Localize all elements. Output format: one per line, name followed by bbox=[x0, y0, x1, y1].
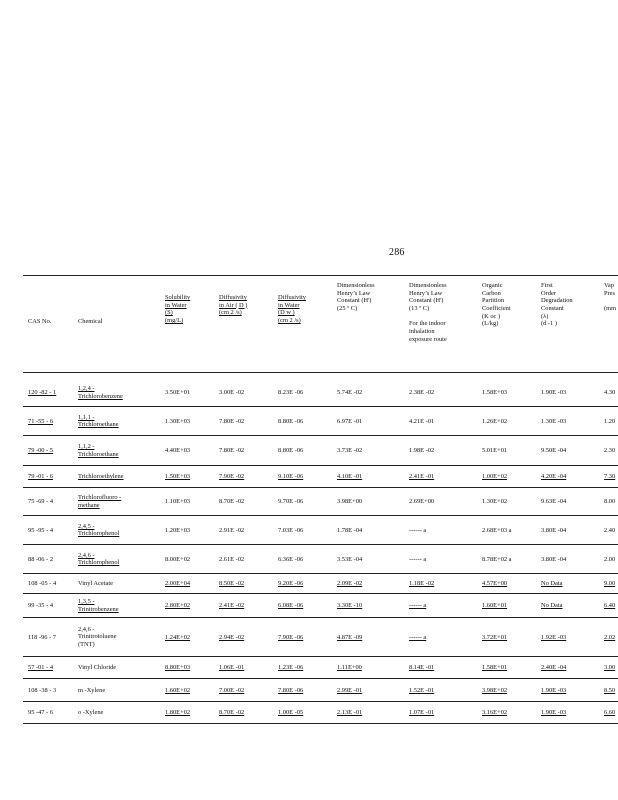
chemical-properties-table bbox=[23, 272, 618, 727]
cell-dwat: 1.23E -06 bbox=[278, 664, 304, 671]
cell-sol: 1.10E+03 bbox=[165, 498, 191, 505]
cell-sol: 1.50E+03 bbox=[165, 473, 191, 480]
cell-cas: 88 -06 - 2 bbox=[28, 555, 54, 563]
cell-h25: 2.99E -01 bbox=[337, 686, 363, 694]
cell-h13: ------ a bbox=[409, 602, 427, 609]
cell-cas: 120 -82 - 1 bbox=[28, 389, 57, 396]
cell-vap: 2.40 bbox=[604, 526, 616, 534]
cell-lam: 9.50E -04 bbox=[541, 447, 567, 454]
cell-dair: 8.70E -02 bbox=[219, 709, 245, 716]
cell-chemical: m -Xylene bbox=[78, 686, 106, 694]
cell-chemical: 2,4,5 - Trichlorophenol bbox=[78, 522, 120, 538]
cell-vap: 8.00 bbox=[604, 498, 616, 505]
cell-h13: 1.18E -02 bbox=[409, 580, 435, 587]
cell-h25: 3.30E -10 bbox=[337, 602, 363, 609]
cell-dwat: 7.03E -06 bbox=[278, 526, 304, 534]
header-diffusivity-water: Diffusivity in Water (D w ) (cm 2 /s) bbox=[278, 294, 306, 325]
header-chemical: Chemical bbox=[78, 318, 103, 325]
cell-lam: 1.30E -03 bbox=[541, 417, 567, 425]
cell-cas: 57 -01 - 4 bbox=[28, 664, 54, 671]
cell-h25: 5.74E -02 bbox=[337, 389, 363, 396]
cell-h25: 2.13E -01 bbox=[337, 709, 363, 716]
cell-chemical: Trichlorofluoro - methane bbox=[78, 494, 122, 509]
cell-h25: 4.10E -01 bbox=[337, 473, 363, 480]
cell-dair: 2.94E -02 bbox=[219, 633, 245, 641]
cell-lam: 4.20E -04 bbox=[541, 473, 567, 480]
cell-cas: 108 -05 - 4 bbox=[28, 580, 57, 587]
header-degradation: First Order Degradation Constant (λ) (d -1 ) bbox=[541, 282, 573, 328]
cell-h13: ------ a bbox=[409, 633, 427, 641]
cell-cas: 75 -69 - 4 bbox=[28, 498, 54, 505]
header-bottom-rule bbox=[23, 372, 618, 373]
header-vapor-pressure: Vap Pres (mm bbox=[604, 282, 617, 313]
cell-lam: 1.90E -03 bbox=[541, 686, 567, 694]
cell-h25: 1.11E+00 bbox=[337, 664, 362, 671]
page-number: 286 bbox=[389, 247, 405, 258]
cell-lam: 1.92E -03 bbox=[541, 633, 567, 641]
cell-chemical: 1,1,1 - Trichloroethane bbox=[78, 413, 119, 429]
cell-h13: 1.52E -01 bbox=[409, 686, 435, 694]
cell-chemical: Vinyl Chloride bbox=[78, 664, 117, 671]
cell-vap: 2.30 bbox=[604, 447, 616, 454]
cell-koc: 1.58E+03 bbox=[482, 389, 508, 396]
row-divider bbox=[23, 723, 618, 724]
cell-cas: 99 -35 - 4 bbox=[28, 602, 54, 609]
cell-h13: 2.38E -02 bbox=[409, 389, 435, 396]
cell-vap: 9.00 bbox=[604, 580, 616, 587]
cell-koc: 1.26E+02 bbox=[482, 417, 508, 425]
cell-lam: 1.90E -03 bbox=[541, 389, 567, 396]
cell-lam: 3.80E -04 bbox=[541, 555, 567, 563]
cell-h13: ------ a bbox=[409, 526, 427, 534]
cell-vap: 6.60 bbox=[604, 709, 616, 716]
cell-dair: 7.90E -02 bbox=[219, 473, 245, 480]
cell-dwat: 8.80E -06 bbox=[278, 447, 304, 454]
cell-cas: 79 -00 - 5 bbox=[28, 447, 54, 454]
cell-chemical: 2,4,6 - Trinitrotoluene (TNT) bbox=[78, 625, 117, 648]
cell-dair: 7.00E -02 bbox=[219, 686, 245, 694]
cell-h13: 8.14E -01 bbox=[409, 664, 435, 671]
header-henry-25c: Dimensionless Henry’s Law Constant (H') (25 º C) bbox=[337, 282, 375, 313]
cell-dwat: 6.36E -06 bbox=[278, 555, 304, 563]
cell-lam: 2.40E -04 bbox=[541, 664, 567, 671]
row-divider bbox=[23, 544, 618, 545]
cell-koc: 1.58E+01 bbox=[482, 664, 508, 671]
cell-koc: 5.01E+01 bbox=[482, 447, 508, 454]
cell-vap: 4.30 bbox=[604, 389, 616, 396]
cell-sol: 8.80E+03 bbox=[165, 664, 191, 671]
cell-sol: 1.20E+03 bbox=[165, 526, 191, 534]
cell-h13: 4.21E -01 bbox=[409, 417, 435, 425]
cell-koc: 1.30E+02 bbox=[482, 498, 508, 505]
table-top-rule bbox=[23, 275, 618, 276]
header-henry-13c: Dimensionless Henry’s Law Constant (H') (13 º C) For the indoor inhalation exposure route bbox=[409, 282, 447, 343]
cell-koc: 2.68E+03 a bbox=[482, 526, 512, 534]
cell-dair: 7.80E -02 bbox=[219, 417, 245, 425]
cell-lam: No Data bbox=[541, 602, 563, 609]
cell-chemical: Vinyl Acetate bbox=[78, 580, 113, 587]
row-divider bbox=[23, 701, 618, 702]
header-solubility: Solubility in Water (S) (mg/L) bbox=[165, 294, 191, 325]
cell-sol: 1.24E+02 bbox=[165, 633, 191, 641]
cell-chemical: 1,1,2 - Trichloroethane bbox=[78, 443, 119, 458]
cell-dair: 8.70E -02 bbox=[219, 498, 245, 505]
cell-h25: 2.09E -02 bbox=[337, 580, 363, 587]
row-divider bbox=[23, 656, 618, 657]
cell-h25: 3.73E -02 bbox=[337, 447, 363, 454]
cell-dair: 7.80E -02 bbox=[219, 447, 245, 454]
cell-vap: 2.00 bbox=[604, 555, 616, 563]
cell-sol: 1.80E+02 bbox=[165, 709, 191, 716]
cell-dair: 2.61E -02 bbox=[219, 555, 245, 563]
cell-dair: 2.91E -02 bbox=[219, 526, 245, 534]
cell-h25: 6.97E -01 bbox=[337, 417, 363, 425]
cell-vap: 7.30 bbox=[604, 473, 616, 480]
cell-h25: 3.98E+00 bbox=[337, 498, 363, 505]
cell-chemical: 1,2,4 - Trichlorobenzene bbox=[78, 385, 123, 400]
row-divider bbox=[23, 487, 618, 488]
cell-h25: 1.78E -04 bbox=[337, 526, 363, 534]
cell-cas: 118 -96 - 7 bbox=[28, 633, 56, 641]
cell-lam: No Data bbox=[541, 580, 563, 587]
header-koc: Organic Carbon Partition Coefficient (K oc ) (L/kg) bbox=[482, 282, 511, 328]
cell-h13: 1.07E -01 bbox=[409, 709, 435, 716]
cell-cas: 95 -47 - 6 bbox=[28, 709, 54, 716]
cell-h13: 2.41E -01 bbox=[409, 473, 435, 480]
cell-h13: 1.98E -02 bbox=[409, 447, 435, 454]
row-divider bbox=[23, 678, 618, 679]
cell-koc: 1.60E+01 bbox=[482, 602, 508, 609]
cell-dwat: 1.00E -05 bbox=[278, 709, 304, 716]
cell-koc: 3.72E+01 bbox=[482, 633, 508, 641]
cell-koc: 3.16E+02 bbox=[482, 709, 508, 716]
cell-sol: 2.00E+04 bbox=[165, 580, 191, 587]
cell-lam: 1.90E -03 bbox=[541, 709, 567, 716]
cell-dair: 1.06E -01 bbox=[219, 664, 245, 671]
cell-h25: 3.53E -04 bbox=[337, 555, 363, 563]
cell-dwat: 9.70E -06 bbox=[278, 498, 304, 505]
cell-vap: 1.20 bbox=[604, 417, 616, 425]
cell-h13: 2.69E+00 bbox=[409, 498, 435, 505]
row-divider bbox=[23, 617, 618, 618]
cell-dwat: 8.23E -06 bbox=[278, 389, 304, 396]
cell-dair: 2.41E -02 bbox=[219, 602, 245, 609]
cell-dwat: 7.90E -06 bbox=[278, 633, 304, 641]
row-divider bbox=[23, 593, 618, 594]
header-diffusivity-air: Diffusivity in Air ( D ) (cm 2 /s) bbox=[219, 294, 248, 317]
cell-sol: 1.30E+03 bbox=[165, 417, 191, 425]
cell-sol: 8.00E+02 bbox=[165, 555, 191, 563]
cell-h25: 4.87E -09 bbox=[337, 633, 363, 641]
cell-vap: 2.02 bbox=[604, 633, 616, 641]
cell-lam: 9.63E -04 bbox=[541, 498, 567, 505]
row-divider bbox=[23, 573, 618, 574]
cell-cas: 79 -01 - 6 bbox=[28, 473, 54, 480]
cell-koc: 1.00E+02 bbox=[482, 473, 508, 480]
cell-chemical: o -Xylene bbox=[78, 709, 104, 716]
cell-dwat: 8.80E -06 bbox=[278, 417, 304, 425]
row-divider bbox=[23, 515, 618, 516]
cell-chemical: Trichloroethylene bbox=[78, 473, 124, 480]
cell-chemical: 2,4,6 - Trichlorophenol bbox=[78, 551, 120, 567]
cell-koc: 4.57E+00 bbox=[482, 580, 508, 587]
cell-dwat: 7.80E -06 bbox=[278, 686, 304, 694]
cell-dair: 8.50E -02 bbox=[219, 580, 245, 587]
cell-chemical: 1,3,5 - Trinitrobenzene bbox=[78, 598, 119, 613]
row-divider bbox=[23, 435, 618, 436]
cell-vap: 3.00 bbox=[604, 664, 616, 671]
header-cas-no: CAS No. bbox=[28, 318, 52, 325]
row-divider bbox=[23, 406, 618, 407]
cell-koc: 3.98E+02 bbox=[482, 686, 508, 694]
cell-lam: 3.80E -04 bbox=[541, 526, 567, 534]
cell-vap: 8.50 bbox=[604, 686, 616, 694]
cell-sol: 4.40E+03 bbox=[165, 447, 191, 454]
cell-sol: 2.80E+02 bbox=[165, 602, 191, 609]
cell-dair: 3.00E -02 bbox=[219, 389, 245, 396]
row-divider bbox=[23, 465, 618, 466]
cell-h13: ------ a bbox=[409, 555, 427, 563]
cell-sol: 1.60E+02 bbox=[165, 686, 191, 694]
cell-dwat: 6.08E -06 bbox=[278, 602, 304, 609]
cell-cas: 71 -55 - 6 bbox=[28, 417, 54, 425]
cell-cas: 108 -38 - 3 bbox=[28, 686, 57, 694]
cell-vap: 6.40 bbox=[604, 602, 616, 609]
cell-sol: 3.50E+01 bbox=[165, 389, 191, 396]
cell-dwat: 9.20E -06 bbox=[278, 580, 304, 587]
cell-cas: 95 -95 - 4 bbox=[28, 526, 54, 534]
cell-koc: 8.78E+02 a bbox=[482, 555, 512, 563]
cell-dwat: 9.10E -06 bbox=[278, 473, 304, 480]
